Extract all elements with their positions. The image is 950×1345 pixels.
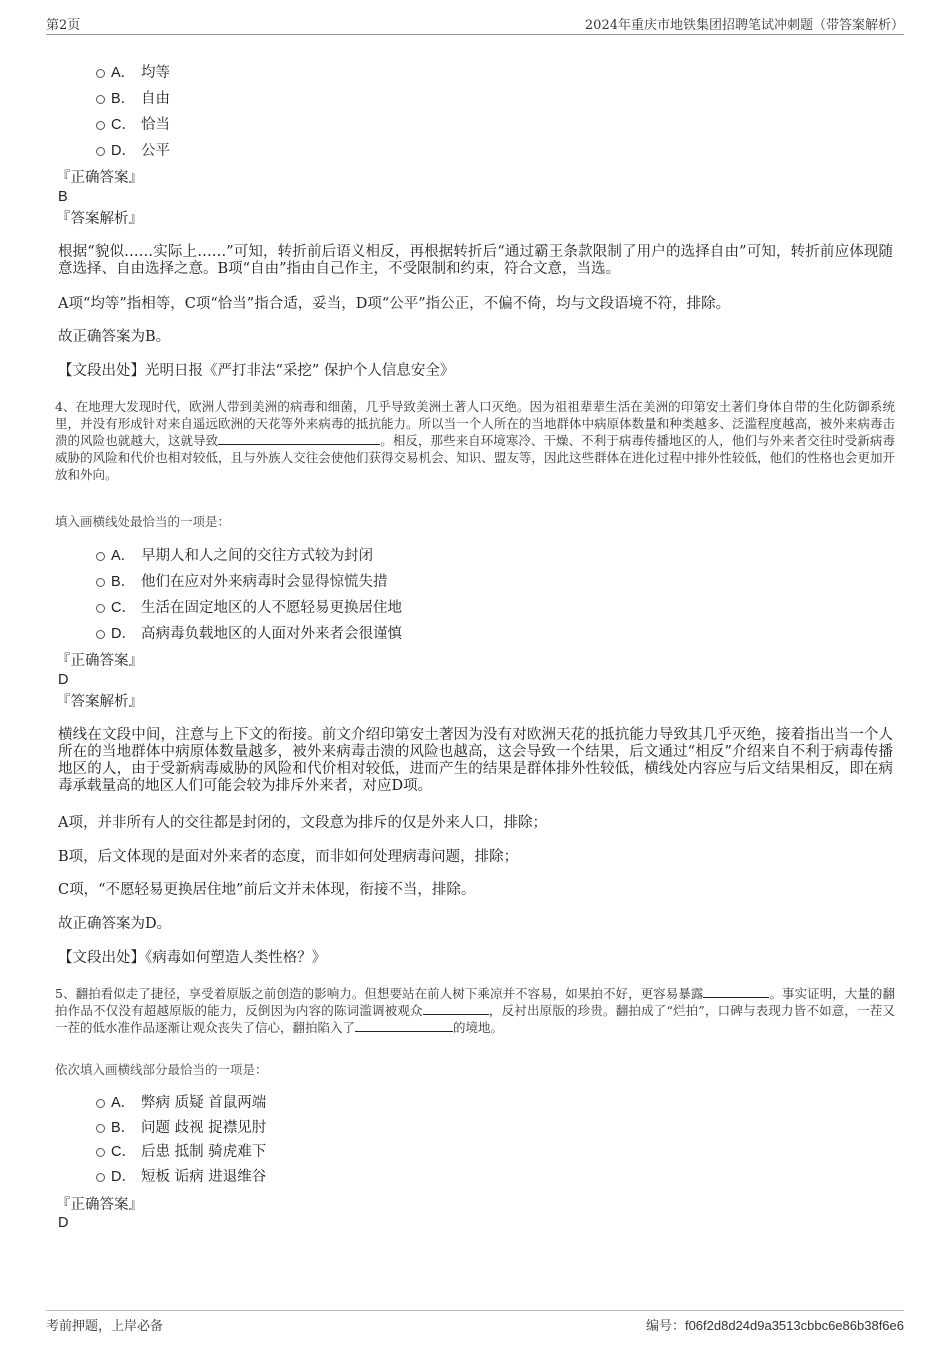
fill-blank <box>703 985 769 998</box>
q4-analysis-paragraph: 故正确答案为D。 <box>58 916 172 932</box>
radio-icon[interactable] <box>96 552 105 561</box>
q3-analysis-paragraph: 故正确答案为B。 <box>58 329 171 345</box>
q4-option-c[interactable]: C． 生活在固定地区的人不愿轻易更换居住地 <box>96 597 402 619</box>
radio-icon[interactable] <box>96 69 105 78</box>
q3-analysis-paragraph: 根据“貌似……实际上……”可知，转折前后语义相反，再根据转折后“通过霸王条款限制了用户的选择自由”可知，转折前应体现随意选择、自由选择之意。B项“自由”指由自己作主，不受限制和约束，符合文意，当选。 <box>58 244 893 277</box>
radio-icon[interactable] <box>96 630 105 639</box>
fill-blank <box>218 432 380 445</box>
q4-analysis-paragraph: B项，后文体现的是面对外来者的态度，而非如何处理病毒问题，排除； <box>58 849 519 865</box>
q5-option-c[interactable]: C． 后患 抵制 骑虎难下 <box>96 1141 266 1163</box>
q3-analysis-paragraph: A项“均等”指相等，C项“恰当”指合适，妥当，D项“公平”指公正，不偏不倚，均与文段语境不符，排除。 <box>58 296 731 312</box>
q3-option-a[interactable]: A． 均等 <box>96 62 170 84</box>
document-id: 编号：f06f2d8d24d9a3513cbbc6e86b38f6e6 <box>645 1318 904 1333</box>
q4-instruction: 填入画横线处最恰当的一项是： <box>55 514 231 529</box>
radio-icon[interactable] <box>96 147 105 156</box>
q3-option-c[interactable]: C． 恰当 <box>96 114 170 136</box>
q4-analysis-label: 『答案解析』 <box>56 694 143 710</box>
q5-option-b[interactable]: B． 问题 歧视 捉襟见肘 <box>96 1117 266 1139</box>
q5-stem: 5、翻拍看似走了捷径，享受着原版之前创造的影响力。但想要站在前人树下乘凉并不容易，如果拍不好，更容易暴露 。事实证明，大量的翻拍作品不仅没有超越原版的能力，反倒因为内容的陈词滥调被观众 ，反衬出原版的珍贵。翻拍成了“烂拍”，口碑与表现力皆不如意，一茬又一茬的低水准作品逐渐让观众丧失了信心，翻拍陷入了 的境地。 <box>55 986 895 1035</box>
q4-analysis-paragraph: C项，“不愿轻易更换居住地”前后文并未体现，衔接不当，排除。 <box>58 882 476 898</box>
q4-analysis-paragraph: 横线在文段中间，注意与上下文的衔接。前文介绍印第安土著因为没有对欧洲天花的抵抗能力导致其几乎灭绝，接着指出当一个人所在的当地群体中病原体数量越多，被外来病毒击溃的风险也越高，这会导致一个结果，后文通过“相反”介绍来自不利于病毒传播地区的人，由于受新病毒威胁的风险和代价相对较低，进而产生的结果是群体排外性较低，横线处内容应与后文结果相反，即在病毒承载量高的地区人们可能会较为排斥外来者，对应D项。 <box>58 727 893 794</box>
q3-answer: B <box>58 189 68 205</box>
fill-blank <box>423 1002 489 1015</box>
q5-instruction: 依次填入画横线部分最恰当的一项是： <box>55 1062 268 1077</box>
q4-analysis-paragraph: A项，并非所有人的交往都是封闭的，文段意为排斥的仅是外来人口，排除； <box>58 815 547 831</box>
radio-icon[interactable] <box>96 578 105 587</box>
radio-icon[interactable] <box>96 604 105 613</box>
page-header <box>46 12 904 35</box>
page-number: 第2页 <box>46 18 81 33</box>
page-footer <box>46 1310 904 1335</box>
radio-icon[interactable] <box>96 1148 105 1157</box>
q4-answer-label: 『正确答案』 <box>56 653 143 669</box>
q4-stem: 4、在地理大发现时代，欧洲人带到美洲的病毒和细菌，几乎导致美洲土著人口灭绝。因为祖祖辈辈生活在美洲的印第安土著们身体自带的生化防御系统里，并没有形成针对来自遥远欧洲的天花等外来病毒的抵抗能力。所以当一个人所在的当地群体中病原体数量和种类越多、泛滥程度越高，被外来病毒击溃的风险也就越大，这就导致 。相反，那些来自环境寒冷、干燥、不利于病毒传播地区的人，他们与外来者交往时受新病毒威胁的风险和代价也相对较低，且与外族人交往会使他们获得交易机会、知识、盟友等，因此这些群体在进化过程中排外性较低，他们的性格也会更加开放和外向。 <box>55 399 895 482</box>
q4-option-d[interactable]: D． 高病毒负载地区的人面对外来者会很谨慎 <box>96 623 402 645</box>
q5-answer: D <box>58 1215 69 1231</box>
q4-source: 【文段出处】《病毒如何塑造人类性格？》 <box>58 950 327 966</box>
q4-answer: D <box>58 672 69 688</box>
radio-icon[interactable] <box>96 95 105 104</box>
q5-option-a[interactable]: A． 弊病 质疑 首鼠两端 <box>96 1092 266 1114</box>
footer-slogan: 考前押题，上岸必备 <box>46 1319 164 1334</box>
radio-icon[interactable] <box>96 1173 105 1182</box>
q3-answer-label: 『正确答案』 <box>56 170 143 186</box>
fill-blank <box>355 1019 453 1032</box>
q3-option-d[interactable]: D． 公平 <box>96 140 170 162</box>
q3-option-b[interactable]: B． 自由 <box>96 88 170 110</box>
radio-icon[interactable] <box>96 1124 105 1133</box>
radio-icon[interactable] <box>96 121 105 130</box>
q4-option-b[interactable]: B． 他们在应对外来病毒时会显得惊慌失措 <box>96 571 388 593</box>
q4-option-a[interactable]: A． 早期人和人之间的交往方式较为封闭 <box>96 545 373 567</box>
q5-option-d[interactable]: D． 短板 诟病 进退维谷 <box>96 1166 266 1188</box>
document-title: 2024年重庆市地铁集团招聘笔试冲刺题（带答案解析） <box>584 18 904 33</box>
q3-analysis-label: 『答案解析』 <box>56 211 143 227</box>
q3-source: 【文段出处】光明日报《严打非法“采挖” 保护个人信息安全》 <box>58 363 455 379</box>
radio-icon[interactable] <box>96 1099 105 1108</box>
q5-answer-label: 『正确答案』 <box>56 1197 143 1213</box>
